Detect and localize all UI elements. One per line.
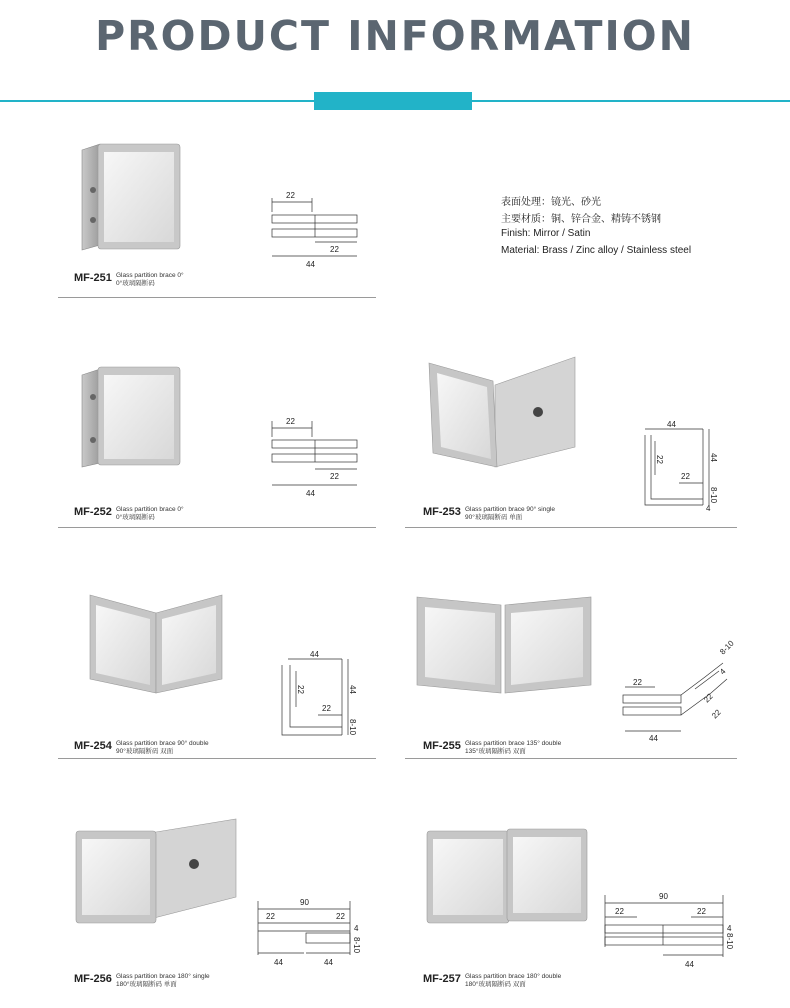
dim-label: 44 [324, 958, 333, 967]
product-desc-en: Glass partition brace 90° single [465, 506, 556, 513]
product-card-mf-254 [60, 585, 380, 755]
dim-label: 44 [685, 960, 694, 969]
dimension-drawing-mf-257 [405, 815, 735, 990]
product-card-mf-256 [60, 815, 380, 990]
spec-material-en: Material: Brass / Zinc alloy / Stainless steel [501, 245, 692, 256]
product-desc-en: Glass partition brace 135° double [465, 740, 562, 747]
dim-label: 22 [330, 472, 339, 481]
dim-label: 44 [310, 650, 319, 659]
dim-label: 22 [697, 907, 706, 916]
page-title: PRODUCT INFORMATION [95, 12, 695, 60]
dimension-drawing-mf-255 [405, 585, 735, 755]
dim-label: 22 [702, 691, 715, 705]
product-desc-cn: 90°玻璃隔断码 单面 [465, 514, 523, 521]
card-divider [58, 297, 376, 298]
dim-label: 22 [330, 245, 339, 254]
dim-label: 22 [322, 704, 331, 713]
card-divider [58, 758, 376, 759]
dim-label: 22 [286, 417, 295, 426]
product-card-mf-257 [405, 815, 735, 990]
dim-label: 90 [659, 892, 668, 901]
dim-label: 44 [709, 453, 718, 462]
product-desc-cn: 0°玻璃隔断码 [116, 280, 155, 287]
product-card-mf-251 [60, 130, 380, 300]
dim-label: 22 [710, 707, 723, 721]
dim-label: 4 [718, 666, 728, 677]
product-code: MF-256 [74, 973, 112, 985]
dim-label: 22 [615, 907, 624, 916]
dimension-drawing-mf-254 [60, 585, 380, 755]
product-desc-en: Glass partition brace 0° [116, 506, 184, 513]
title-divider-right [472, 100, 790, 102]
dimension-drawing-mf-256 [60, 815, 380, 990]
title-divider-left [0, 100, 314, 102]
dim-label: 44 [274, 958, 283, 967]
dim-label: 90 [300, 898, 309, 907]
product-code: MF-251 [74, 272, 112, 284]
spec-material-cn: 主要材质：铜、锌合金、精铸不锈钢 [501, 214, 661, 225]
dim-label: 4 [706, 504, 711, 513]
dim-label: 22 [266, 912, 275, 921]
dim-label: 22 [681, 472, 690, 481]
spec-finish-en: Finish: Mirror / Satin [501, 228, 591, 239]
dim-label: 44 [306, 260, 315, 269]
dim-label: 8-10 [718, 638, 736, 657]
product-desc-en: Glass partition brace 180° double [465, 973, 562, 980]
dim-label: 8-10 [709, 487, 718, 504]
dim-label: 4 [727, 924, 732, 933]
product-desc-cn: 180°玻璃隔断码 单面 [116, 981, 177, 988]
card-divider [405, 758, 737, 759]
dim-label: 4 [354, 924, 359, 933]
product-desc-cn: 180°玻璃隔断码 双面 [465, 981, 526, 988]
product-desc-en: Glass partition brace 90° double [116, 740, 209, 747]
product-card-mf-252 [60, 355, 380, 525]
dimension-drawing-mf-253 [405, 355, 735, 525]
dim-label: 22 [655, 455, 664, 464]
product-desc-cn: 0°玻璃隔断码 [116, 514, 155, 521]
spec-surface-cn: 表面处理：镜光、砂光 [501, 197, 601, 208]
product-desc-en: Glass partition brace 0° [116, 272, 184, 279]
product-desc-cn: 90°玻璃隔断码 双面 [116, 748, 174, 755]
dim-label: 8-10 [725, 933, 734, 950]
dim-label: 22 [296, 685, 305, 694]
dim-label: 8-10 [352, 937, 361, 954]
dim-label: 8-10 [348, 719, 357, 736]
product-code: MF-254 [74, 740, 112, 752]
dim-label: 44 [649, 734, 658, 743]
dim-label: 22 [286, 191, 295, 200]
dim-label: 44 [667, 420, 676, 429]
product-card-mf-253 [405, 355, 735, 525]
product-code: MF-255 [423, 740, 461, 752]
product-card-mf-255 [405, 585, 735, 755]
dim-label: 44 [348, 685, 357, 694]
product-code: MF-257 [423, 973, 461, 985]
product-desc-cn: 135°玻璃隔断码 双面 [465, 748, 526, 755]
title-accent-bar [314, 92, 472, 110]
card-divider [405, 527, 737, 528]
dimension-drawing-mf-252 [60, 355, 380, 525]
dim-label: 22 [633, 678, 642, 687]
product-desc-en: Glass partition brace 180° single [116, 973, 210, 980]
dim-label: 22 [336, 912, 345, 921]
product-code: MF-252 [74, 506, 112, 518]
product-code: MF-253 [423, 506, 461, 518]
card-divider [58, 527, 376, 528]
dim-label: 44 [306, 489, 315, 498]
